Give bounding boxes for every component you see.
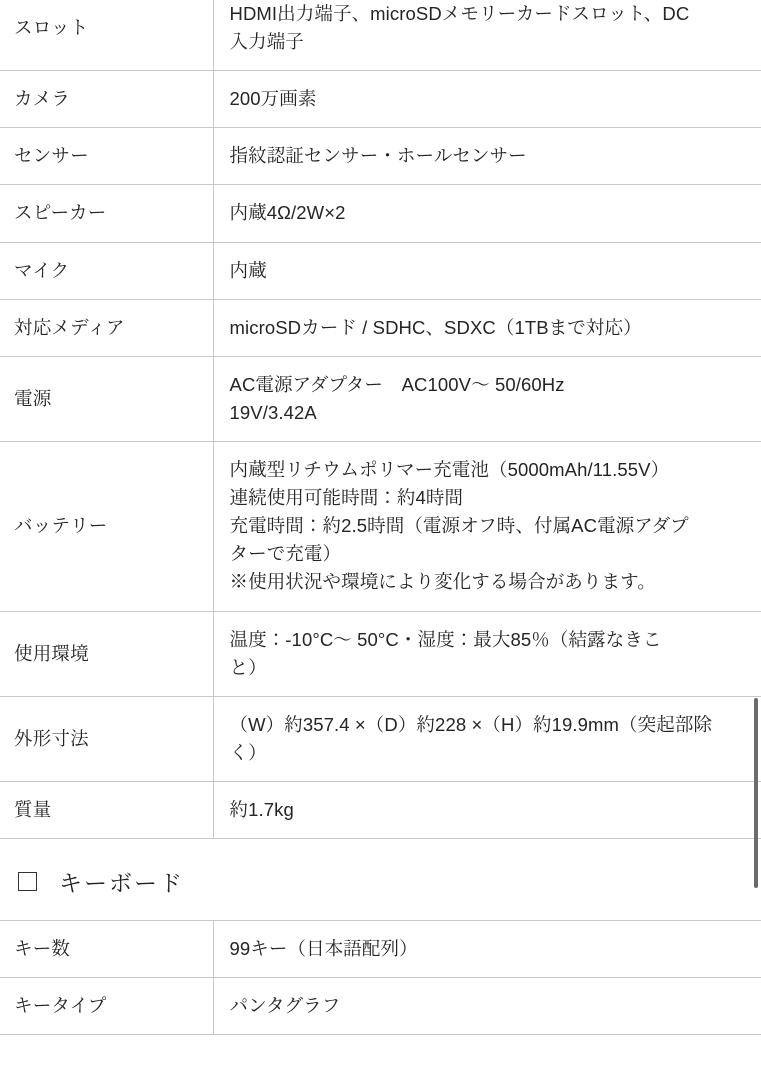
row-label [0, 356, 213, 441]
row-value-line: 入力端子 [229, 31, 304, 53]
table-row [0, 71, 761, 128]
row-label-text: スピーカー [14, 202, 107, 224]
row-label-text: マイク [14, 259, 70, 281]
row-value-line: 指紋認証センサー・ホールセンサー [229, 145, 527, 167]
row-value-line: 内蔵型リチウムポリマー充電池（5000mAh/11.55V） [229, 458, 670, 480]
row-label [0, 128, 213, 185]
table-row [0, 921, 761, 978]
row-value-line: 19V/3.42A [229, 401, 317, 423]
row-value [213, 921, 761, 978]
row-label-text: スロット [14, 17, 89, 39]
row-label [0, 921, 213, 978]
spec-table-keyboard [0, 921, 761, 1035]
row-value-line: 200万画素 [229, 88, 317, 110]
row-label [0, 299, 213, 356]
section-heading-keyboard [0, 839, 761, 920]
row-value [213, 978, 761, 1035]
row-label-text: センサー [14, 145, 89, 167]
row-value-line: （W）約357.4 ×（D）約228 ×（H）約19.9mm（突起部除 [229, 713, 713, 735]
row-label [0, 441, 213, 611]
row-label [0, 696, 213, 781]
table-row [0, 0, 761, 71]
table-row [0, 299, 761, 356]
row-value [213, 299, 761, 356]
row-value-line: ターで充電） [229, 543, 342, 565]
row-value-line: パンタグラフ [229, 995, 341, 1017]
row-value-line: く） [229, 741, 267, 763]
row-value-line: 連続使用可能時間：約4時間 [229, 487, 464, 509]
row-label-text: 外形寸法 [14, 727, 89, 749]
row-label-text: 質量 [14, 798, 52, 820]
row-label-text: 対応メディア [14, 316, 125, 338]
row-label-text: キー数 [14, 938, 71, 960]
row-value-line: 充電時間：約2.5時間（電源オフ時、付属AC電源アダプ [229, 515, 689, 537]
row-label [0, 185, 213, 242]
row-label [0, 71, 213, 128]
row-value [213, 185, 761, 242]
row-value-line: HDMI出力端子、microSDメモリーカードスロット、DC [229, 3, 690, 24]
row-value [213, 696, 761, 781]
row-value-line: 約1.7kg [229, 798, 294, 820]
table-row [0, 128, 761, 185]
row-value [213, 441, 761, 611]
row-label [0, 978, 213, 1035]
table-row [0, 185, 761, 242]
table-row [0, 356, 761, 441]
row-value [213, 242, 761, 299]
row-label-text: キータイプ [14, 995, 107, 1017]
row-value [213, 611, 761, 696]
row-value [213, 0, 761, 71]
table-row [0, 242, 761, 299]
row-value-line: 内蔵4Ω/2W×2 [229, 202, 346, 224]
row-label-text: 使用環境 [14, 642, 89, 664]
row-label [0, 242, 213, 299]
row-value [213, 356, 761, 441]
table-row [0, 611, 761, 696]
row-value-line: 内蔵 [229, 259, 267, 281]
keyboard-table-body [0, 921, 761, 1035]
row-label-text: バッテリー [14, 515, 108, 537]
row-value-line: ※使用状況や環境により変化する場合があります。 [229, 571, 656, 593]
row-value-line: 99キー（日本語配列） [229, 938, 418, 960]
table-row [0, 781, 761, 838]
row-value [213, 128, 761, 185]
table-row [0, 978, 761, 1035]
table-row [0, 441, 761, 611]
row-value-line: と） [229, 656, 267, 678]
section-title: キーボード [59, 870, 184, 897]
row-label [0, 611, 213, 696]
vertical-scrollbar[interactable] [754, 698, 758, 888]
row-label [0, 0, 213, 71]
row-value-line: AC電源アダプター AC100V〜 50/60Hz [229, 373, 565, 395]
row-value-line: 温度：-10°C〜 50°C・湿度：最大85％（結露なきこ [229, 628, 662, 650]
row-value [213, 71, 761, 128]
row-label-text: 電源 [14, 387, 52, 409]
table-row [0, 696, 761, 781]
row-label-text: カメラ [14, 88, 71, 110]
checkbox-square-icon [18, 872, 37, 891]
row-label [0, 781, 213, 838]
row-value [213, 781, 761, 838]
row-value-line: microSDカード / SDHC、SDXC（1TBまで対応） [229, 316, 642, 338]
